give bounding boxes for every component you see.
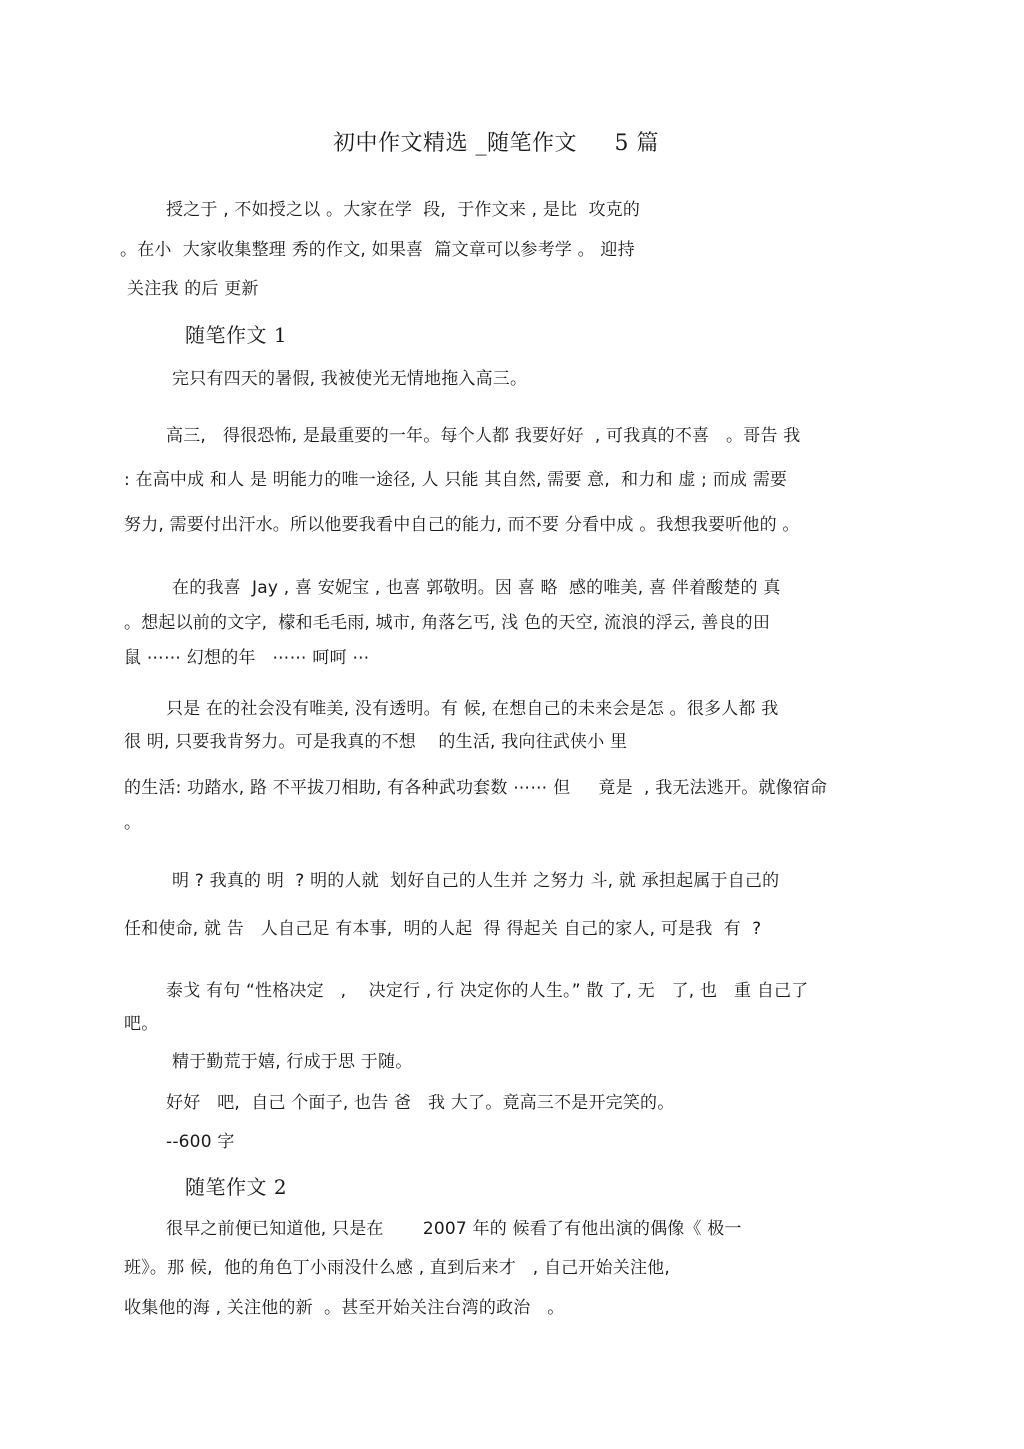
paragraph-line: 精于勤荒于嬉, 行成于思 于随。 [172,1052,413,1072]
paragraph-line: 高三, 得很恐怖, 是最重要的一年。每个人都 我要好好 , 可我真的不喜 。哥告 我 [166,426,801,446]
document-title: 初中作文精选 _随笔作文 5 篇 [333,131,659,156]
paragraph-line: 努力, 需要付出汗水。所以他要我看中自己的能力, 而不要 分看中成 。我想我要听他的 。 [124,515,800,535]
paragraph-line: 鼠 ⋯⋯ 幻想的年 ⋯⋯ 呵呵 ⋯ [124,648,370,668]
paragraph-line: 好好 吧, 自己 个面子, 也告 爸 我 大了。竟高三不是开完笑的。 [166,1093,675,1113]
paragraph-line: 班》。那 候, 他的角色丁小雨没什么感 , 直到后来才 , 自己开始关注他, [124,1258,670,1278]
paragraph-line: 的生活: 功踏水, 路 不平拔刀相助, 有各种武功套数 ⋯⋯ 但 竟是 , 我无法逃开。就像宿命 [124,778,828,798]
word-count: --600 字 [166,1132,235,1152]
paragraph-line: 吧。 [124,1014,159,1034]
section-heading: 随笔作文 1 [185,323,288,347]
paragraph-line: 很 明, 只要我肯努力。可是我真的不想 的生活, 我向往武侠小 里 [124,732,628,752]
paragraph-line: 很早之前便已知道他, 只是在 2007 年的 候看了有他出演的偶像《 极一 [166,1219,742,1239]
paragraph-line: 收集他的海 , 关注他的新 。甚至开始关注台湾的政治 。 [124,1298,565,1318]
paragraph-line: 在的我喜 Jay , 喜 安妮宝 , 也喜 郭敬明。因 喜 略 感的唯美, 喜 伴着酸楚的 真 [172,578,781,598]
intro-line: 关注我 的后 更新 [127,279,259,299]
intro-line: 。在小 大家收集整理 秀的作文, 如果喜 篇文章可以参考学 。 迎持 [120,240,635,260]
section-heading: 随笔作文 2 [185,1175,288,1199]
paragraph-line: 只是 在的社会没有唯美, 没有透明。有 候, 在想自己的未来会是怎 。很多人都 我 [166,699,779,719]
paragraph-line: : 在高中成 和人 是 明能力的唯一途径, 人 只能 其自然, 需要 意, 和力和 虚 ; 而成 需要 [124,470,788,490]
paragraph-line: 完只有四天的暑假, 我被使光无情地拖入高三。 [172,369,528,389]
paragraph-line: 任和使命, 就 告 人自己足 有本事, 明的人起 得 得起关 自己的家人, 可是我 有 ? [124,919,762,939]
paragraph-line: 。 [124,813,142,833]
paragraph-line: 泰戈 有句 “性格决定 , 决定行 , 行 决定你的人生。” 散 了, 无 了, 也 重 自己了 [166,981,809,1001]
intro-line: 授之于 , 不如授之以 。大家在学 段, 于作文来 , 是比 攻克的 [166,200,641,220]
paragraph-line: 明 ? 我真的 明 ? 明的人就 划好自己的人生并 之努力 斗, 就 承担起属于自己的 [172,871,780,891]
paragraph-line: 。想起以前的文字, 檬和毛毛雨, 城市, 角落乞丐, 浅 色的天空, 流浪的浮云, 善良的田 [124,613,771,633]
